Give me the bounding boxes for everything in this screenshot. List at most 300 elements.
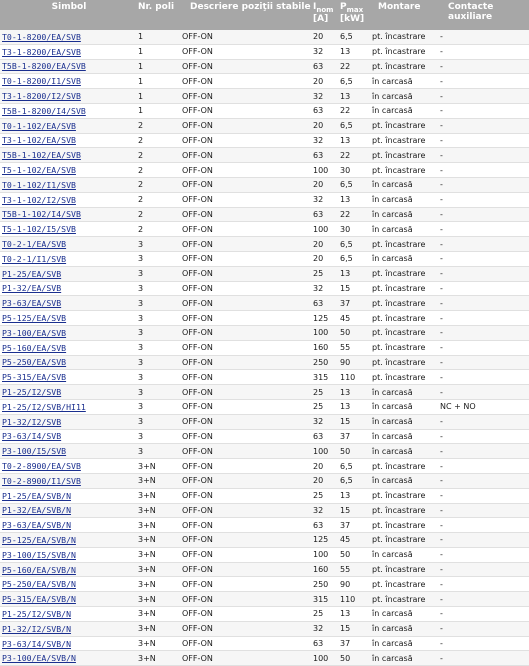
cell-montare: pt. încastrare: [370, 592, 438, 607]
cell-montare: pt. încastrare: [370, 577, 438, 592]
cell-i-nom: 250: [311, 577, 338, 592]
cell-montare: pt. încastrare: [370, 281, 438, 296]
table-row: [0, 148, 529, 163]
col-header-descriere: Descriere poziţii stabile: [178, 0, 311, 30]
cell-nr-poli: 1: [136, 103, 178, 118]
cell-contacte: -: [438, 44, 529, 59]
cell-montare: în carcasă: [370, 103, 438, 118]
cell-montare: pt. încastrare: [370, 488, 438, 503]
cell-montare: pt. încastrare: [370, 44, 438, 59]
cell-descriere: OFF-ON: [178, 222, 311, 237]
cell-contacte: -: [438, 74, 529, 89]
cell-simbol[interactable]: P3-100/I5/SVB/N: [0, 547, 136, 562]
cell-i-nom: 100: [311, 651, 338, 666]
cell-p-max: 15: [338, 281, 370, 296]
cell-montare: pt. încastrare: [370, 355, 438, 370]
cell-nr-poli: 3+N: [136, 607, 178, 622]
cell-contacte: -: [438, 518, 529, 533]
cell-nr-poli: 3: [136, 355, 178, 370]
cell-simbol[interactable]: P3-63/I4/SVB: [0, 429, 136, 444]
cell-p-max: 30: [338, 163, 370, 178]
cell-montare: în carcasă: [370, 89, 438, 104]
cell-p-max: 15: [338, 414, 370, 429]
cell-simbol[interactable]: T3-1-102/EA/SVB: [0, 133, 136, 148]
cell-i-nom: 100: [311, 163, 338, 178]
table-row: [0, 636, 529, 651]
table-row: [0, 296, 529, 311]
cell-descriere: OFF-ON: [178, 237, 311, 252]
table-row: [0, 488, 529, 503]
cell-descriere: OFF-ON: [178, 266, 311, 281]
cell-contacte: -: [438, 192, 529, 207]
cell-descriere: OFF-ON: [178, 148, 311, 163]
cell-montare: în carcasă: [370, 399, 438, 414]
cell-descriere: OFF-ON: [178, 163, 311, 178]
table-row: [0, 207, 529, 222]
cell-descriere: OFF-ON: [178, 59, 311, 74]
cell-simbol[interactable]: T0-1-102/I1/SVB: [0, 177, 136, 192]
cell-p-max: 50: [338, 325, 370, 340]
cell-simbol[interactable]: T0-2-1/I1/SVB: [0, 251, 136, 266]
cell-i-nom: 63: [311, 103, 338, 118]
cell-simbol[interactable]: T5B-1-8200/EA/SVB: [0, 59, 136, 74]
table-row: [0, 103, 529, 118]
cell-contacte: -: [438, 503, 529, 518]
cell-contacte: -: [438, 547, 529, 562]
cell-i-nom: 20: [311, 459, 338, 474]
cell-descriere: OFF-ON: [178, 74, 311, 89]
cell-montare: pt. încastrare: [370, 311, 438, 326]
table-row: [0, 281, 529, 296]
cell-i-nom: 63: [311, 207, 338, 222]
table-row: [0, 414, 529, 429]
cell-p-max: 22: [338, 148, 370, 163]
cell-montare: în carcasă: [370, 192, 438, 207]
cell-montare: pt. încastrare: [370, 237, 438, 252]
cell-descriere: OFF-ON: [178, 251, 311, 266]
cell-descriere: OFF-ON: [178, 296, 311, 311]
cell-nr-poli: 3: [136, 385, 178, 400]
cell-contacte: -: [438, 237, 529, 252]
cell-montare: pt. încastrare: [370, 296, 438, 311]
cell-simbol[interactable]: T0-1-8200/I1/SVB: [0, 74, 136, 89]
cell-contacte: -: [438, 266, 529, 281]
cell-p-max: 6,5: [338, 118, 370, 133]
cell-i-nom: 32: [311, 44, 338, 59]
cell-nr-poli: 2: [136, 148, 178, 163]
table-row: [0, 44, 529, 59]
cell-descriere: OFF-ON: [178, 399, 311, 414]
cell-descriere: OFF-ON: [178, 133, 311, 148]
cell-contacte: -: [438, 222, 529, 237]
cell-simbol[interactable]: P1-25/I2/SVB/HI11: [0, 399, 136, 414]
cell-nr-poli: 2: [136, 192, 178, 207]
cell-p-max: 37: [338, 518, 370, 533]
cell-descriere: OFF-ON: [178, 503, 311, 518]
cell-contacte: -: [438, 177, 529, 192]
cell-simbol[interactable]: P3-63/I4/SVB/N: [0, 636, 136, 651]
cell-simbol[interactable]: T5B-1-8200/I4/SVB: [0, 103, 136, 118]
cell-nr-poli: 3: [136, 251, 178, 266]
cell-nr-poli: 2: [136, 133, 178, 148]
cell-descriere: OFF-ON: [178, 311, 311, 326]
cell-descriere: OFF-ON: [178, 281, 311, 296]
cell-p-max: 37: [338, 429, 370, 444]
cell-simbol[interactable]: T5B-1-102/EA/SVB: [0, 148, 136, 163]
cell-contacte: -: [438, 207, 529, 222]
table-row: [0, 340, 529, 355]
cell-nr-poli: 3: [136, 325, 178, 340]
cell-contacte: -: [438, 355, 529, 370]
cell-nr-poli: 3+N: [136, 473, 178, 488]
cell-contacte: -: [438, 429, 529, 444]
cell-montare: în carcasă: [370, 621, 438, 636]
cell-i-nom: 20: [311, 30, 338, 44]
cell-descriere: OFF-ON: [178, 533, 311, 548]
cell-montare: pt. încastrare: [370, 163, 438, 178]
cell-p-max: 37: [338, 636, 370, 651]
cell-montare: pt. încastrare: [370, 340, 438, 355]
cell-descriere: OFF-ON: [178, 429, 311, 444]
col-header-montare: Montare: [370, 0, 438, 30]
cell-simbol[interactable]: T3-1-8200/EA/SVB: [0, 44, 136, 59]
cell-p-max: 13: [338, 488, 370, 503]
cell-p-max: 15: [338, 621, 370, 636]
table-row: [0, 607, 529, 622]
cell-simbol[interactable]: P1-25/EA/SVB: [0, 266, 136, 281]
table-row: [0, 237, 529, 252]
cell-p-max: 45: [338, 533, 370, 548]
cell-p-max: 13: [338, 133, 370, 148]
table-row: [0, 251, 529, 266]
cell-nr-poli: 2: [136, 222, 178, 237]
cell-nr-poli: 3: [136, 429, 178, 444]
cell-simbol[interactable]: P3-63/EA/SVB: [0, 296, 136, 311]
cell-simbol[interactable]: P3-63/EA/SVB/N: [0, 518, 136, 533]
cell-montare: în carcasă: [370, 651, 438, 666]
cell-montare: pt. încastrare: [370, 503, 438, 518]
cell-p-max: 13: [338, 385, 370, 400]
cell-i-nom: 125: [311, 533, 338, 548]
cell-simbol[interactable]: T0-1-8200/EA/SVB: [0, 30, 136, 44]
cell-descriere: OFF-ON: [178, 651, 311, 666]
cell-simbol[interactable]: P5-125/EA/SVB/N: [0, 533, 136, 548]
cell-i-nom: 32: [311, 503, 338, 518]
col-header-i-nom: $I_{nom}$ [A]: [311, 0, 338, 30]
cell-simbol[interactable]: P1-32/EA/SVB: [0, 281, 136, 296]
cell-descriere: OFF-ON: [178, 621, 311, 636]
cell-nr-poli: 2: [136, 163, 178, 178]
cell-nr-poli: 3+N: [136, 503, 178, 518]
cell-simbol[interactable]: T5-1-102/I5/SVB: [0, 222, 136, 237]
cell-i-nom: 315: [311, 370, 338, 385]
cell-contacte: -: [438, 621, 529, 636]
table-row: [0, 266, 529, 281]
col-header-nr-poli: Nr. poli: [136, 0, 178, 30]
cell-descriere: OFF-ON: [178, 444, 311, 459]
cell-i-nom: 25: [311, 607, 338, 622]
cell-simbol[interactable]: P1-25/EA/SVB/N: [0, 488, 136, 503]
cell-contacte: -: [438, 340, 529, 355]
cell-contacte: -: [438, 118, 529, 133]
cell-p-max: 30: [338, 222, 370, 237]
cell-simbol[interactable]: P1-32/I2/SVB: [0, 414, 136, 429]
cell-simbol[interactable]: T5B-1-102/I4/SVB: [0, 207, 136, 222]
cell-i-nom: 160: [311, 562, 338, 577]
cell-simbol[interactable]: P1-32/EA/SVB/N: [0, 503, 136, 518]
cell-montare: pt. încastrare: [370, 266, 438, 281]
cell-contacte: -: [438, 30, 529, 44]
cell-montare: pt. încastrare: [370, 562, 438, 577]
cell-descriere: OFF-ON: [178, 385, 311, 400]
table-row: [0, 355, 529, 370]
table-row: [0, 429, 529, 444]
cell-contacte: -: [438, 385, 529, 400]
cell-i-nom: 20: [311, 237, 338, 252]
cell-i-nom: 20: [311, 177, 338, 192]
cell-nr-poli: 1: [136, 74, 178, 89]
cell-descriere: OFF-ON: [178, 577, 311, 592]
cell-i-nom: 20: [311, 251, 338, 266]
cell-nr-poli: 3: [136, 311, 178, 326]
cell-nr-poli: 3: [136, 237, 178, 252]
cell-p-max: 22: [338, 59, 370, 74]
cell-i-nom: 100: [311, 222, 338, 237]
cell-p-max: 6,5: [338, 251, 370, 266]
table-row: [0, 133, 529, 148]
cell-p-max: 37: [338, 296, 370, 311]
cell-p-max: 6,5: [338, 30, 370, 44]
cell-nr-poli: 1: [136, 89, 178, 104]
cell-descriere: OFF-ON: [178, 30, 311, 44]
cell-montare: în carcasă: [370, 547, 438, 562]
cell-simbol[interactable]: P3-100/EA/SVB: [0, 325, 136, 340]
cell-i-nom: 63: [311, 636, 338, 651]
cell-p-max: 55: [338, 562, 370, 577]
col-header-contacte: Contacte auxiliare: [438, 0, 529, 30]
table-header: [0, 0, 529, 30]
cell-i-nom: 63: [311, 429, 338, 444]
cell-montare: pt. încastrare: [370, 518, 438, 533]
cell-nr-poli: 2: [136, 118, 178, 133]
cell-nr-poli: 3: [136, 340, 178, 355]
cell-simbol[interactable]: P5-315/EA/SVB/N: [0, 592, 136, 607]
cell-i-nom: 125: [311, 311, 338, 326]
cell-simbol[interactable]: P5-160/EA/SVB/N: [0, 562, 136, 577]
cell-nr-poli: 3+N: [136, 518, 178, 533]
cell-simbol[interactable]: T0-2-1/EA/SVB: [0, 237, 136, 252]
cell-simbol[interactable]: P1-25/I2/SVB: [0, 385, 136, 400]
cell-simbol[interactable]: P3-100/I5/SVB: [0, 444, 136, 459]
cell-i-nom: 20: [311, 118, 338, 133]
cell-p-max: 110: [338, 370, 370, 385]
table-row: [0, 459, 529, 474]
cell-montare: pt. încastrare: [370, 148, 438, 163]
cell-nr-poli: 3+N: [136, 488, 178, 503]
cell-montare: în carcasă: [370, 385, 438, 400]
cell-i-nom: 63: [311, 518, 338, 533]
cell-i-nom: 20: [311, 74, 338, 89]
cell-contacte: -: [438, 562, 529, 577]
cell-p-max: 6,5: [338, 473, 370, 488]
table-row: [0, 370, 529, 385]
cell-simbol[interactable]: P3-100/EA/SVB/N: [0, 651, 136, 666]
cell-descriere: OFF-ON: [178, 562, 311, 577]
cell-nr-poli: 3: [136, 370, 178, 385]
cell-i-nom: 32: [311, 133, 338, 148]
cell-p-max: 90: [338, 355, 370, 370]
cell-simbol[interactable]: P1-32/I2/SVB/N: [0, 621, 136, 636]
cell-p-max: 6,5: [338, 177, 370, 192]
cell-descriere: OFF-ON: [178, 355, 311, 370]
table-row: [0, 592, 529, 607]
cell-simbol[interactable]: T0-1-102/EA/SVB: [0, 118, 136, 133]
cell-contacte: -: [438, 636, 529, 651]
cell-montare: în carcasă: [370, 74, 438, 89]
cell-descriere: OFF-ON: [178, 89, 311, 104]
cell-nr-poli: 1: [136, 59, 178, 74]
cell-contacte: -: [438, 577, 529, 592]
cell-simbol[interactable]: T0-2-8900/I1/SVB: [0, 473, 136, 488]
cell-montare: pt. încastrare: [370, 30, 438, 44]
cell-montare: în carcasă: [370, 444, 438, 459]
cell-i-nom: 100: [311, 325, 338, 340]
cell-p-max: 13: [338, 44, 370, 59]
cell-contacte: -: [438, 651, 529, 666]
cell-i-nom: 100: [311, 444, 338, 459]
cell-simbol[interactable]: T0-2-8900/EA/SVB: [0, 459, 136, 474]
cell-simbol[interactable]: P5-160/EA/SVB: [0, 340, 136, 355]
cell-contacte: -: [438, 459, 529, 474]
cell-contacte: NC + NO: [438, 399, 529, 414]
cell-montare: în carcasă: [370, 222, 438, 237]
cell-montare: în carcasă: [370, 473, 438, 488]
cell-simbol[interactable]: T3-1-8200/I2/SVB: [0, 89, 136, 104]
cell-contacte: -: [438, 311, 529, 326]
cell-montare: în carcasă: [370, 414, 438, 429]
cell-simbol[interactable]: P5-250/EA/SVB: [0, 355, 136, 370]
table-row: [0, 311, 529, 326]
cell-i-nom: 32: [311, 89, 338, 104]
cell-montare: pt. încastrare: [370, 59, 438, 74]
cell-montare: pt. încastrare: [370, 459, 438, 474]
cell-p-max: 15: [338, 503, 370, 518]
cell-nr-poli: 3+N: [136, 592, 178, 607]
cell-i-nom: 25: [311, 399, 338, 414]
table-row: [0, 399, 529, 414]
cell-i-nom: 160: [311, 340, 338, 355]
table-row: [0, 222, 529, 237]
cell-p-max: 6,5: [338, 237, 370, 252]
col-header-simbol: Simbol: [0, 0, 136, 30]
table-row: [0, 59, 529, 74]
cell-p-max: 22: [338, 103, 370, 118]
cell-descriere: OFF-ON: [178, 207, 311, 222]
cell-descriere: OFF-ON: [178, 636, 311, 651]
cell-montare: pt. încastrare: [370, 118, 438, 133]
cell-i-nom: 25: [311, 385, 338, 400]
cell-p-max: 13: [338, 607, 370, 622]
cell-i-nom: 32: [311, 621, 338, 636]
cell-nr-poli: 1: [136, 44, 178, 59]
cell-contacte: -: [438, 414, 529, 429]
cell-contacte: -: [438, 103, 529, 118]
cell-i-nom: 32: [311, 414, 338, 429]
table-body: [0, 30, 529, 666]
cell-descriere: OFF-ON: [178, 414, 311, 429]
cell-i-nom: 63: [311, 59, 338, 74]
table-row: [0, 192, 529, 207]
cell-simbol[interactable]: T5-1-102/EA/SVB: [0, 163, 136, 178]
cell-nr-poli: 3+N: [136, 459, 178, 474]
cell-descriere: OFF-ON: [178, 44, 311, 59]
cell-i-nom: 32: [311, 281, 338, 296]
cell-p-max: 13: [338, 399, 370, 414]
table-row: [0, 163, 529, 178]
cell-contacte: -: [438, 251, 529, 266]
cell-nr-poli: 2: [136, 177, 178, 192]
cell-contacte: -: [438, 296, 529, 311]
cell-p-max: 13: [338, 192, 370, 207]
cell-montare: pt. încastrare: [370, 133, 438, 148]
cell-nr-poli: 3+N: [136, 533, 178, 548]
cell-descriere: OFF-ON: [178, 118, 311, 133]
cell-i-nom: 63: [311, 148, 338, 163]
table-row: [0, 444, 529, 459]
cell-nr-poli: 3: [136, 281, 178, 296]
cell-p-max: 13: [338, 89, 370, 104]
cell-p-max: 110: [338, 592, 370, 607]
cell-contacte: -: [438, 592, 529, 607]
cell-nr-poli: 3: [136, 414, 178, 429]
table-row: [0, 577, 529, 592]
cell-simbol[interactable]: T3-1-102/I2/SVB: [0, 192, 136, 207]
cell-descriere: OFF-ON: [178, 103, 311, 118]
cell-contacte: -: [438, 163, 529, 178]
cell-descriere: OFF-ON: [178, 459, 311, 474]
cell-nr-poli: 3+N: [136, 636, 178, 651]
cell-descriere: OFF-ON: [178, 607, 311, 622]
cell-i-nom: 25: [311, 488, 338, 503]
cell-montare: pt. încastrare: [370, 325, 438, 340]
cell-descriere: OFF-ON: [178, 488, 311, 503]
cell-simbol[interactable]: P5-125/EA/SVB: [0, 311, 136, 326]
cell-descriere: OFF-ON: [178, 592, 311, 607]
cell-nr-poli: 3+N: [136, 577, 178, 592]
cell-simbol[interactable]: P1-25/I2/SVB/N: [0, 607, 136, 622]
cell-i-nom: 32: [311, 192, 338, 207]
cell-descriere: OFF-ON: [178, 192, 311, 207]
cell-montare: în carcasă: [370, 177, 438, 192]
table-row: [0, 325, 529, 340]
cell-montare: în carcasă: [370, 207, 438, 222]
cell-descriere: OFF-ON: [178, 473, 311, 488]
cell-nr-poli: 3: [136, 296, 178, 311]
cell-contacte: -: [438, 89, 529, 104]
cell-p-max: 45: [338, 311, 370, 326]
cell-simbol[interactable]: P5-250/EA/SVB/N: [0, 577, 136, 592]
cell-simbol[interactable]: P5-315/EA/SVB: [0, 370, 136, 385]
table-row: [0, 177, 529, 192]
table-row: [0, 562, 529, 577]
cell-contacte: -: [438, 325, 529, 340]
cell-nr-poli: 3: [136, 266, 178, 281]
cell-p-max: 50: [338, 444, 370, 459]
cell-montare: pt. încastrare: [370, 533, 438, 548]
cell-i-nom: 315: [311, 592, 338, 607]
table-row: [0, 518, 529, 533]
table-row: [0, 547, 529, 562]
